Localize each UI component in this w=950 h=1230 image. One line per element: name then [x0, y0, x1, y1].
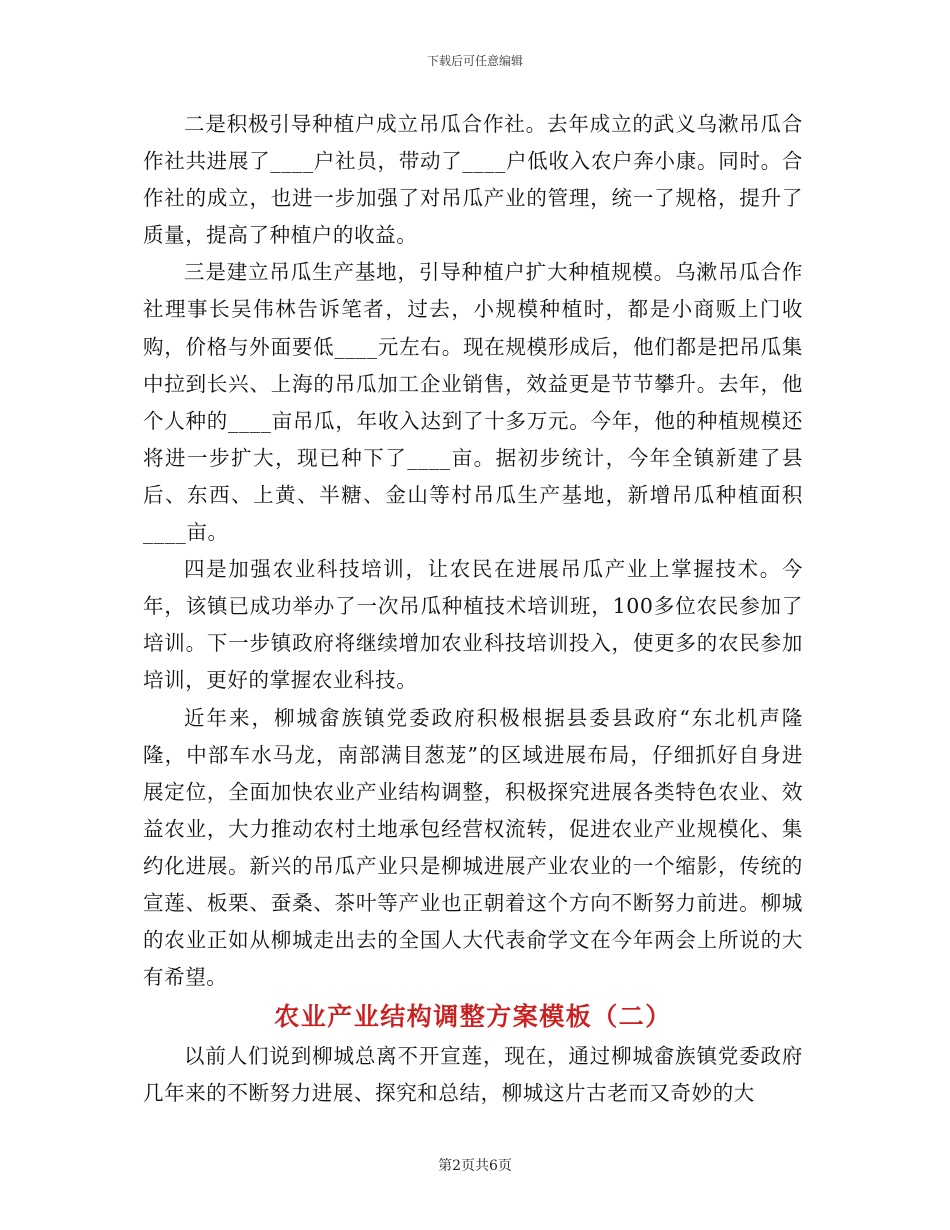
- document-body: [143, 106, 803, 1112]
- paragraph-summary: 近年来，柳城畲族镇党委政府积极根据县委县政府“东北机声隆隆，中部车水马龙，南部满目葱茏”的区域进展布局，仔细抓好自身进展定位，全面加快农业产业结构调整，积极探究进展各类特色农业、效益农业，大力推动农村土地承包经营权流转，促进农业产业规模化、集约化进展。新兴的吊瓜产业只是柳城进展产业农业的一个缩影，传统的宣莲、板栗、蚕桑、茶叶等产业也正朝着这个方向不断努力前进。柳城的农业正如从柳城走出去的全国人大代表俞学文在今年两会上所说的大有希望。: [143, 705, 803, 990]
- page-footer: 第2页共6页: [438, 1158, 512, 1174]
- page-header: 下载后可任意编辑: [426, 54, 523, 68]
- section-title: 农业产业结构调整方案模板（二）: [274, 1002, 672, 1032]
- paragraph-production-base: 三是建立吊瓜生产基地，引导种植户扩大种植规模。乌漱吊瓜合作社理事长吴伟林告诉笔者，过去，小规模种植时，都是小商贩上门收购，价格与外面要低____元左右。现在规模形成后，他们都是把吊瓜集中拉到长兴、上海的吊瓜加工企业销售，效益更是节节攀升。去年，他个人种的____亩吊瓜，年收入达到了十多万元。今年，他的种植规模还将进一步扩大，现已种下了____亩。据初步统计，今年全镇新建了县后、东西、上黄、半糖、金山等村吊瓜生产基地，新增吊瓜种植面积____亩。: [143, 260, 803, 545]
- paragraph-cooperative: 二是积极引导种植户成立吊瓜合作社。去年成立的武义乌漱吊瓜合作社共进展了____户社员，带动了____户低收入农户奔小康。同时。合作社的成立，也进一步加强了对吊瓜产业的管理，统一了规格，提升了质量，提高了种植户的收益。: [143, 112, 803, 248]
- paragraph-training: 四是加强农业科技培训，让农民在进展吊瓜产业上掌握技术。今年，该镇已成功举办了一次吊瓜种植技术培训班，100多位农民参加了培训。下一步镇政府将继续增加农业科技培训投入，使更多的农民参加培训，更好的掌握农业科技。: [143, 557, 803, 693]
- paragraph-section-intro: 以前人们说到柳城总离不开宣莲，现在，通过柳城畲族镇党委政府几年来的不断努力进展、探究和总结，柳城这片古老而又奇妙的大: [143, 1044, 803, 1106]
